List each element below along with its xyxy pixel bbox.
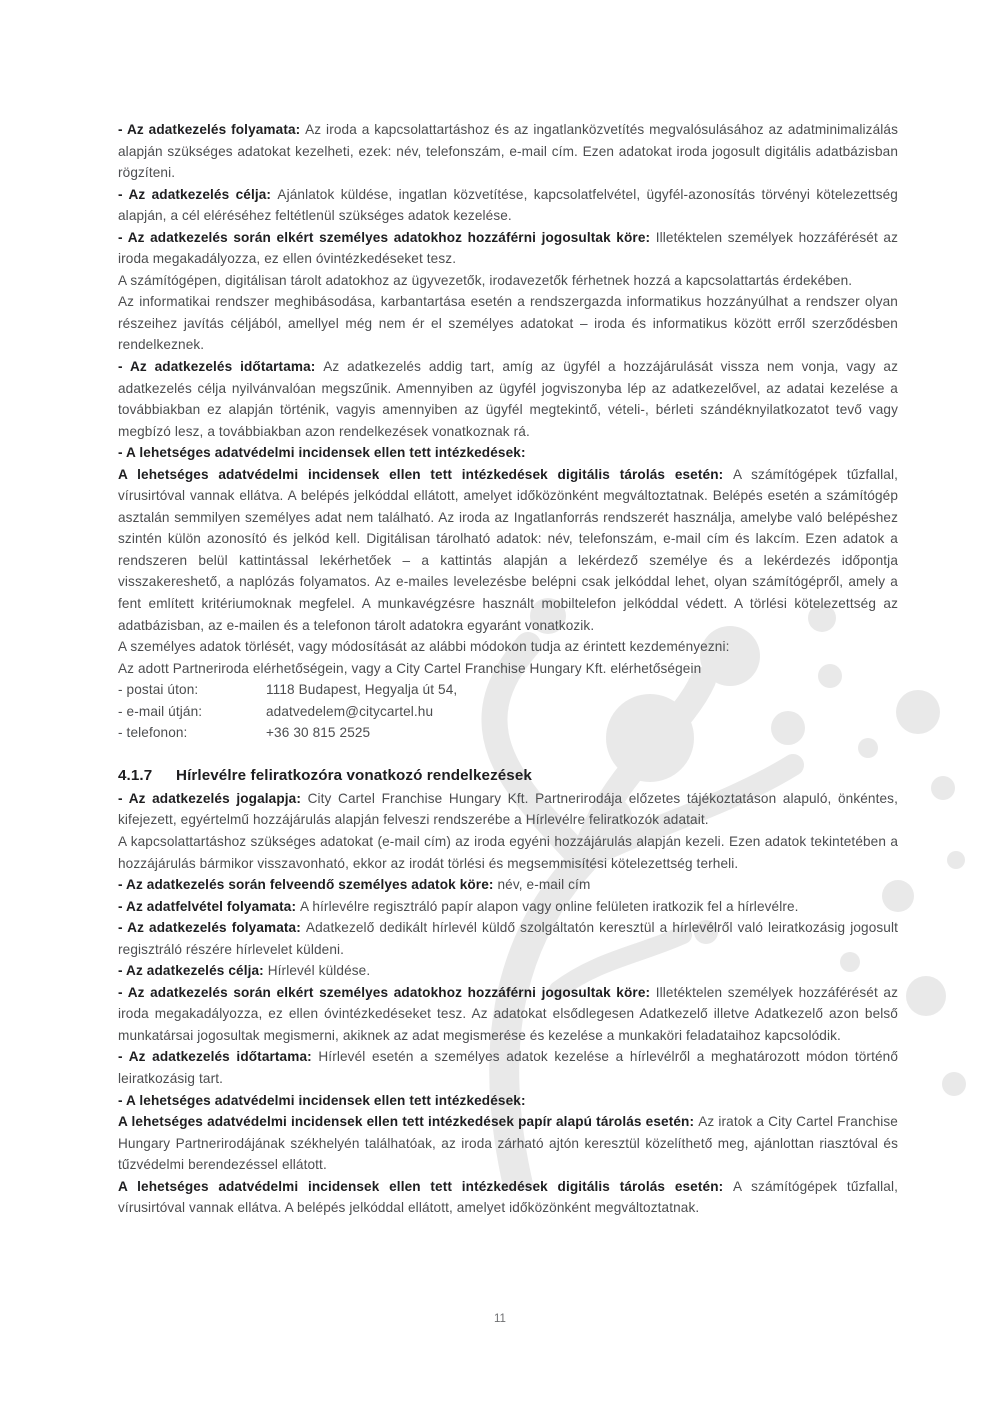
paragraph bbox=[118, 1176, 898, 1219]
paragraph bbox=[118, 658, 898, 680]
paragraph bbox=[118, 270, 898, 292]
paragraph-bold-lead: - Az adatkezelés célja: bbox=[118, 186, 278, 202]
paragraph bbox=[118, 464, 898, 636]
paragraph-bold-lead: - Az adatfelvétel folyamata: bbox=[118, 898, 301, 914]
paragraph-text: Illetéktelen személyek hozzáférését az iroda megakadályozza, ez ellen óvintézkedéseket tesz. bbox=[118, 229, 898, 267]
paragraph-bold-lead: - Az adatkezelés időtartama: bbox=[118, 359, 324, 375]
paragraph-bold-lead: A lehetséges adatvédelmi incidensek ellen tett intézkedések papír alapú tárolás esetén: bbox=[118, 1114, 699, 1130]
paragraph-text: A kapcsolattartáshoz szükséges adatokat (e-mail cím) az iroda egyéni hozzájárulás alapján kezeli. Ezen adatok tekintetében a hozzájárulás bármikor visszavonható, ekkor az irodát törlési és megsemmisítési kötelezettség terheli. bbox=[118, 833, 898, 871]
contact-label: - telefonon: bbox=[118, 725, 188, 741]
paragraph bbox=[118, 442, 898, 464]
contact-label: - postai úton: bbox=[118, 682, 199, 698]
paragraph-bold-lead: - Az adatkezelés folyamata: bbox=[118, 920, 306, 936]
paragraph-text: Az iroda a kapcsolattartáshoz és az ingatlanközvetítés megvalósulásához az adatminimalizálás alapján szükséges adatokat kezelheti, ezek: név, telefonszám, e-mail cím. Ezen adatokat iroda jogosult digitális adatbázisban rögzíteni. bbox=[118, 122, 899, 181]
paragraph bbox=[118, 982, 898, 1047]
paragraph bbox=[118, 356, 898, 442]
paragraph-text: Az adatkezelés addig tart, amíg az ügyfél a hozzájárulását vissza nem vonja, vagy az adatkezelés célja nyilvánvalóan megszűnik. Amennyiben az ügyfél jogviszonyba lép az adatkezelővel, az adatai kezelése a továbbiakban ez alapján történik, vagyis amennyiben az ügyfél megtekintő, vételi-, bérleti szándéknyilatkozatot tevő vagy megbízó lesz, a továbbiakban azon rendelkezések vonatkoznak rá. bbox=[118, 359, 898, 439]
paragraph bbox=[118, 831, 898, 874]
paragraph-text: A hírlevélre regisztráló papír alapon vagy online felületen iratkozik fel a hírlevélre. bbox=[300, 898, 799, 914]
paragraph bbox=[118, 227, 898, 270]
paragraph-text: Az informatikai rendszer meghibásodása, karbantartása esetén a rendszergazda informatikus hozzányúlhat a rendszer olyan részeihez javítás céljából, amellyel még nem ér el személyes adatokat – iroda és informatikus között erről szerződésben rendelkeznek. bbox=[118, 294, 898, 353]
paragraph-text: Illetéktelen személyek hozzáférését az iroda megakadályozza, ez ellen óvintézkedéseket tesz. Az adatokat elsődlegesen Adatkezelő illetve Adatkezelő azon belső munkatársai jogosultak megismerni, akiknek az adat megismerése és kezelése a munkaköri feladataihoz kapcsolódik. bbox=[118, 984, 898, 1043]
paragraph-text: Hírlevél esetén a személyes adatok kezelése a hírlevélről a meghatározott módon történő leiratkozásig tart. bbox=[118, 1049, 899, 1086]
paragraph-text: A számítógépek tűzfallal, vírusirtóval vannak ellátva. A belépés jelkóddal ellátott, amelyet időközönként megváltoztatnak. bbox=[118, 1178, 898, 1216]
paragraph-text: név, e-mail cím bbox=[497, 877, 591, 893]
paragraph-bold-lead: - Az adatkezelés folyamata: bbox=[118, 122, 306, 137]
paragraph-text: Adatkezelő dedikált hírlevél küldő szolgáltatón keresztül a hírlevélről való leiratkozásig jogosult regisztráló részére hírlevelet küldeni. bbox=[118, 920, 899, 957]
paragraph-bold-lead: A lehetséges adatvédelmi incidensek ellen tett intézkedések digitális tárolás esetén: bbox=[118, 1178, 733, 1194]
paragraph bbox=[118, 1046, 898, 1089]
paragraph-bold-lead: - Az adatkezelés célja: bbox=[118, 963, 268, 979]
paragraph bbox=[118, 788, 898, 831]
paragraph-text: A számítógépek tűzfallal, vírusirtóval vannak ellátva. A belépés jelkóddal ellátott, amelyet időközönként megváltoztatnak. Belépés esetén a számítógép asztalán semmilyen személyes adat nem található. Az iroda az Ingatlanforrás rendszerét használja, amelybe való belépéshez szintén külön azonosító és jelkód kell. Digitálisan tárolható adatok: név, telefonszám, e-mail cím és lakcím. Ezen adatok a rendszeren belül kattintással lekérhetőek – a kattintás alapján a lekérdező személye és a lekérdezés időpontja visszakereshető, a naplózás folyamatos. Az e-mailes levelezésbe belépni csak jelkóddal lehet, olyan számítógépről, amely a fent említett kritériumoknak megfelel. A munkavégzésre használt mobiltelefon jelkóddal védett. A törlési kötelezettség az adatbázisban, az e-mailen és a telefonon tárolt adatokra egyaránt vonatkozik. bbox=[118, 466, 898, 633]
contact-row bbox=[118, 679, 898, 701]
paragraph bbox=[118, 184, 898, 227]
paragraph bbox=[118, 636, 898, 658]
paragraph-text: City Cartel Franchise Hungary Kft. Partnerirodája előzetes tájékoztatáson alapuló, önkéntes, kifejezett, egyértelmű hozzájárulás alapján felveszi rendszerébe a Hírlevélre feliratkozók adatait. bbox=[118, 790, 898, 828]
paragraph-bold-lead: A lehetséges adatvédelmi incidensek ellen tett intézkedések digitális tárolás esetén: bbox=[118, 466, 733, 482]
contact-value: 1118 Budapest, Hegyalja út 54, bbox=[266, 682, 458, 698]
section-heading bbox=[118, 765, 898, 787]
paragraph-text: Ajánlatok küldése, ingatlan közvetítése, kapcsolatfelvétel, ügyfél-azonosítás törvényi kötelezettség alapján, a cél eléréséhez feltétlenül szükséges adatok kezelése. bbox=[118, 186, 898, 224]
paragraph bbox=[118, 896, 898, 918]
contact-label: - e-mail útján: bbox=[118, 703, 203, 719]
page-number: 11 bbox=[494, 1313, 506, 1325]
paragraph-text: A személyes adatok törlését, vagy módosítását az alábbi módokon tudja az érintett kezdeményezni: bbox=[118, 639, 730, 655]
paragraph bbox=[118, 960, 898, 982]
paragraph bbox=[118, 291, 898, 356]
paragraph bbox=[118, 1111, 898, 1176]
section-number: 4.1.7 bbox=[118, 766, 153, 784]
paragraph-bold-lead: - Az adatkezelés során elkért személyes adatokhoz hozzáférni jogosultak köre: bbox=[118, 984, 656, 1000]
paragraph bbox=[118, 874, 898, 896]
paragraph-text: Hírlevél küldése. bbox=[267, 963, 371, 979]
section-title: Hírlevélre feliratkozóra vonatkozó rendelkezések bbox=[176, 766, 532, 784]
paragraph-text: A számítógépen, digitálisan tárolt adatokhoz az ügyvezetők, irodavezetők férhetnek hozzá a kapcsolattartás érdekében. bbox=[118, 272, 853, 288]
paragraph-bold-lead: - Az adatkezelés során felveendő személyes adatok köre: bbox=[118, 877, 498, 893]
contact-row bbox=[118, 701, 898, 723]
paragraph bbox=[118, 1090, 898, 1112]
paragraph-bold-lead: - Az adatkezelés során elkért személyes adatokhoz hozzáférni jogosultak köre: bbox=[118, 229, 656, 245]
contact-row bbox=[118, 722, 898, 744]
document-body bbox=[118, 119, 898, 1219]
contact-value: adatvedelem@citycartel.hu bbox=[266, 703, 434, 719]
paragraph-bold-lead: - Az adatkezelés időtartama: bbox=[118, 1049, 319, 1065]
paragraph-bold-lead: - Az adatkezelés jogalapja: bbox=[118, 790, 308, 806]
contact-value: +36 30 815 2525 bbox=[266, 725, 371, 741]
paragraph-text: Az iratok a City Cartel Franchise Hungary Partnerirodájának székhelyén találhatóak, az iroda zárható ajtón keresztül közelíthető meg, ajánlottan riasztóval és tűzvédelmi berendezéssel ellátott. bbox=[118, 1114, 898, 1173]
paragraph-bold-lead: - A lehetséges adatvédelmi incidensek ellen tett intézkedések: bbox=[118, 445, 526, 461]
paragraph bbox=[118, 917, 898, 960]
paragraph bbox=[118, 119, 898, 184]
paragraph-bold-lead: - A lehetséges adatvédelmi incidensek ellen tett intézkedések: bbox=[118, 1092, 526, 1108]
paragraph-text: Az adott Partneriroda elérhetőségein, vagy a City Cartel Franchise Hungary Kft. elérhetőségein bbox=[118, 660, 702, 676]
